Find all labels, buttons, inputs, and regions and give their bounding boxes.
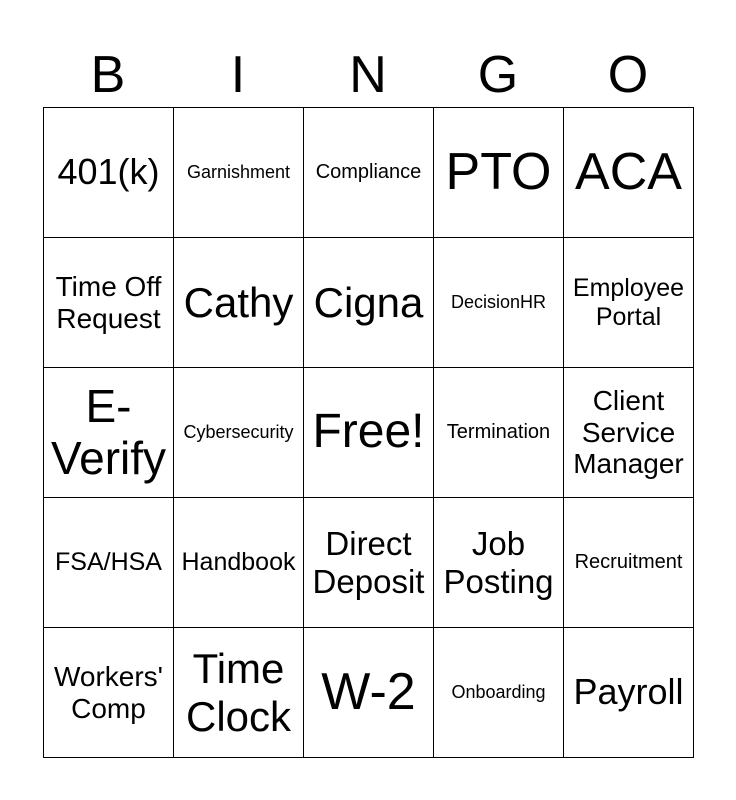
cell-label: Payroll [573, 671, 684, 713]
bingo-cell-client-service-manager[interactable] [564, 368, 694, 498]
bingo-cell-compliance[interactable] [304, 108, 434, 238]
cell-label: Employee Portal [572, 274, 685, 331]
cell-label: Cybersecurity [183, 422, 294, 443]
bingo-cell-cathy[interactable] [174, 238, 304, 368]
bingo-cell-recruitment[interactable] [564, 498, 694, 628]
cell-label: Workers' Comp [53, 660, 164, 724]
header-letter-g: G [477, 46, 519, 104]
cell-label: Free! [312, 405, 425, 459]
bingo-header [43, 44, 693, 106]
bingo-cell-job-posting[interactable] [434, 498, 564, 628]
cell-label: Client Service Manager [573, 385, 684, 480]
cell-label: Handbook [181, 548, 296, 577]
bingo-cell-workers-comp[interactable] [44, 628, 174, 758]
cell-label: W-2 [321, 663, 416, 722]
bingo-cell-401k[interactable] [44, 108, 174, 238]
cell-label: Termination [446, 421, 551, 444]
cell-label: Cathy [183, 278, 294, 326]
bingo-cell-termination[interactable] [434, 368, 564, 498]
cell-label: Direct Deposit [312, 525, 425, 600]
cell-label: Job Posting [443, 525, 554, 600]
header-letter-b: B [90, 46, 126, 104]
header-letter-i: I [230, 46, 246, 104]
header-letter-o: O [607, 46, 649, 104]
header-letter-n: N [349, 46, 387, 104]
cell-label: 401(k) [57, 151, 160, 193]
bingo-cell-cigna[interactable] [304, 238, 434, 368]
cell-label: Time Off Request [55, 270, 162, 334]
bingo-cell-garnishment[interactable] [174, 108, 304, 238]
cell-label: Onboarding [451, 682, 546, 703]
cell-label: FSA/HSA [55, 548, 162, 577]
bingo-cell-e-verify[interactable] [44, 368, 174, 498]
bingo-cell-handbook[interactable] [174, 498, 304, 628]
cell-label: Time Clock [185, 645, 292, 740]
bingo-cell-time-clock[interactable] [174, 628, 304, 758]
cell-label: E-Verify [50, 379, 167, 484]
bingo-cell-cybersecurity[interactable] [174, 368, 304, 498]
bingo-cell-employee-portal[interactable] [564, 238, 694, 368]
bingo-cell-free[interactable] [304, 368, 434, 498]
bingo-card [43, 107, 694, 758]
cell-label: DecisionHR [450, 292, 547, 313]
bingo-cell-aca[interactable] [564, 108, 694, 238]
cell-label: Recruitment [574, 551, 683, 574]
bingo-cell-time-off-request[interactable] [44, 238, 174, 368]
bingo-cell-fsa-hsa[interactable] [44, 498, 174, 628]
bingo-cell-payroll[interactable] [564, 628, 694, 758]
bingo-cell-pto[interactable] [434, 108, 564, 238]
cell-label: PTO [445, 143, 552, 202]
bingo-cell-onboarding[interactable] [434, 628, 564, 758]
bingo-cell-direct-deposit[interactable] [304, 498, 434, 628]
bingo-cell-w-2[interactable] [304, 628, 434, 758]
cell-label: Cigna [313, 278, 424, 326]
cell-label: Compliance [315, 161, 422, 184]
cell-label: ACA [575, 143, 682, 202]
cell-label: Garnishment [186, 162, 291, 183]
bingo-cell-decisionhr[interactable] [434, 238, 564, 368]
